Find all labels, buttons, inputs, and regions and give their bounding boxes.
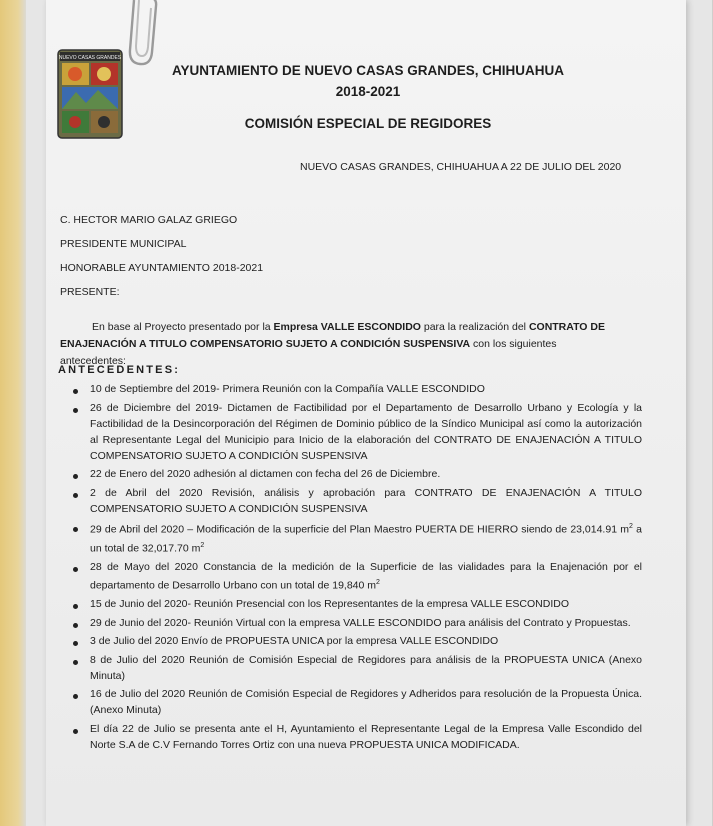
seal-lettering: NUEVO CASAS GRANDES [58, 55, 122, 61]
list-item: 28 de Mayo del 2020 Constancia de la medición de la Superficie de las vialidades para la Enajenación por el departamento de Desarrollo Urbano con un total de 19,840 $m^2$ [62, 559, 642, 594]
list-item: 10 de Septiembre del 2019- Primera Reunión con la Compañía VALLE ESCONDIDO [62, 381, 642, 397]
addressee-name: C. HECTOR MARIO GALAZ GRIEGO [60, 214, 238, 226]
list-item: 2 de Abril del 2020 Revisión, análisis y aprobación para CONTRATO DE ENAJENACIÓN A TITULO COMPENSATORIO SUJETO A CONDICIÓN SUSPENSIVA [62, 485, 642, 517]
header-period: 2018-2021 [335, 84, 401, 99]
header-title: AYUNTAMIENTO DE NUEVO CASAS GRANDES, CHIHUAHUA [171, 63, 565, 78]
intro-text-1: En base al Proyecto presentado por la [92, 321, 274, 333]
addressee-title: PRESIDENTE MUNICIPAL [60, 238, 187, 250]
list-item: 15 de Junio del 2020- Reunión Presencial con los Representantes de la empresa VALLE ESCONDIDO [62, 596, 642, 612]
intro-text-3: con los siguientes antecedentes: [60, 338, 557, 367]
intro-indent [60, 321, 92, 333]
addressee-block [60, 208, 263, 304]
municipal-seal-icon [56, 48, 124, 140]
list-item: 22 de Enero del 2020 adhesión al dictamen con fecha del 26 de Diciembre. [62, 466, 642, 482]
document-header [128, 60, 608, 134]
list-item: 29 de Junio del 2020- Reunión Virtual con la empresa VALLE ESCONDIDO para análisis del Contrato y Propuestas. [62, 615, 642, 631]
antecedentes-list [62, 381, 642, 756]
addressee-greeting: PRESENTE: [60, 286, 120, 298]
list-item: 26 de Diciembre del 2019- Dictamen de Factibilidad por el Departamento de Desarrollo Urbano y Ecología y la Factibilidad de la Desincorporación del Régimen de Dominio público de la Síndico Municipal así como la autorización al Representante Legal del Municipio para Inicio de la elaboración del CONTRATO DE ENAJENACIÓN A TITULO COMPENSATORIO SUJETO A CONDICIÓN SUSPENSIVA [62, 400, 642, 464]
header-commission: COMISIÓN ESPECIAL DE REGIDORES [244, 116, 492, 131]
intro-contract: CONTRATO DE ENAJENACIÓN A TITULO COMPENSATORIO SUJETO A CONDICIÓN SUSPENSIVA [60, 321, 605, 350]
addressee-body: HONORABLE AYUNTAMIENTO 2018-2021 [60, 262, 264, 274]
list-item: El día 22 de Julio se presenta ante el H, Ayuntamiento el Representante Legal de la Empresa Valle Escondido del Norte S.A de C.V Fernando Torres Ortiz con una nueva PROPUESTA UNICA MODIFICADA. [62, 721, 642, 753]
intro-company: Empresa VALLE ESCONDIDO [273, 321, 421, 333]
list-item: 16 de Julio del 2020 Reunión de Comisión Especial de Regidores y Adheridos para resolución de la Propuesta Única. (Anexo Minuta) [62, 686, 642, 718]
intro-paragraph [60, 319, 605, 370]
date-line: NUEVO CASAS GRANDES, CHIHUAHUA A 22 DE JULIO DEL 2020 [300, 161, 622, 173]
paperclip-icon [120, 0, 166, 68]
list-item: 3 de Julio del 2020 Envío de PROPUESTA UNICA por la empresa VALLE ESCONDIDO [62, 633, 642, 649]
list-item: 8 de Julio del 2020 Reunión de Comisión Especial de Regidores para análisis de la PROPUESTA UNICA (Anexo Minuta) [62, 652, 642, 684]
antecedentes-heading: ANTECEDENTES: [58, 364, 181, 376]
list-item: 29 de Abril del 2020 – Modificación de la superficie del Plan Maestro PUERTA DE HIERRO siendo de 23,014.91 $m^2$ a un total de 32,017.70 $m^2$ [62, 519, 642, 556]
intro-text-2: para la realización del [420, 321, 529, 333]
